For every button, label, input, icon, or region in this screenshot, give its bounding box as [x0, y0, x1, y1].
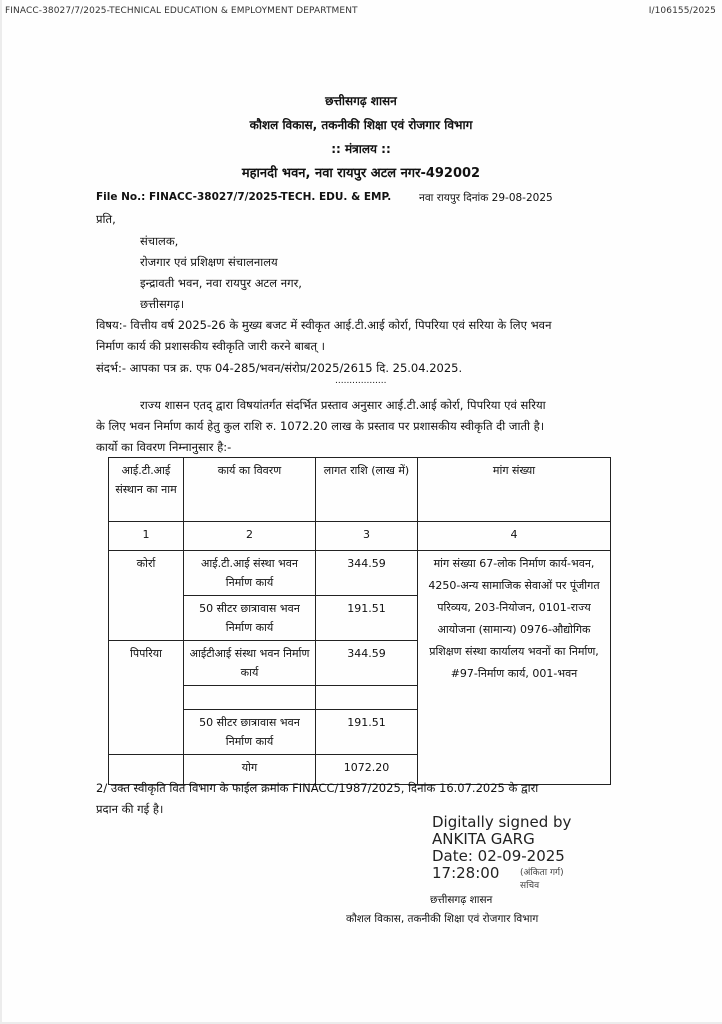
header-document-id: I/106155/2025 — [648, 6, 716, 16]
header-institute: आई.टी.आई संस्थान का नाम — [109, 458, 184, 522]
table-row — [109, 551, 611, 596]
cost-cell — [316, 686, 418, 710]
recipient-line: छत्तीसगढ़। — [140, 297, 185, 311]
letterhead-government: छत्तीसगढ़ शासन — [325, 94, 397, 108]
signatory-department: कौशल विकास, तकनीकी शिक्षा एवं रोजगार विभाग — [346, 913, 539, 925]
header-work: कार्य का विवरण — [184, 458, 316, 522]
column-number-row — [109, 522, 611, 551]
work-cell — [184, 686, 316, 710]
reference-line: संदर्भ:- आपका पत्र क्र. एफ 04-285/भवन/संरोप्र/2025/2615 दि. 25.04.2025. — [96, 361, 463, 375]
header-file-reference: FINACC-38027/7/2025-TECHNICAL EDUCATION & EMPLOYMENT DEPARTMENT — [5, 6, 358, 16]
demand-number-cell: मांग संख्या 67-लोक निर्माण कार्य-भवन, 4250-अन्य सामाजिक सेवाओं पर पूंजीगत परिव्यय, 203-नियोजन, 0101-राज्य आयोजना (सामान्य) 0976-औद्योगिक प्रशिक्षण संस्था कार्यालय भवनों का निर्माण, #97-निर्माण कार्य, 001-भवन — [418, 551, 611, 785]
signatory-name-hindi: (अंकिता गर्ग) — [520, 868, 564, 878]
para2-line: प्रदान की गई है। — [96, 802, 164, 816]
digital-signature-line: Digitally signed by — [432, 813, 572, 831]
digital-signature-date: Date: 02-09-2025 — [432, 847, 565, 865]
header-demand: मांग संख्या — [418, 458, 611, 522]
recipient-line: रोजगार एवं प्रशिक्षण संचालनालय — [140, 255, 278, 269]
digital-signature-name: ANKITA GARG — [432, 830, 535, 848]
work-cell: आईटीआई संस्था भवन निर्माण कार्य — [184, 641, 316, 686]
file-number: File No.: FINACC-38027/7/2025-TECH. EDU. & EMP. — [96, 191, 392, 203]
works-table — [108, 457, 611, 785]
institute-cell: कोर्रा — [109, 551, 184, 641]
para2-line: 2/ उक्त स्वीकृति वित विभाग के फाईल क्रमांक FINACC/1987/2025, दिनांक 16.07.2025 के द्वारा — [96, 781, 539, 795]
signatory-designation: सचिव — [520, 881, 540, 891]
work-cell: 50 सीटर छात्रावास भवन निर्माण कार्य — [184, 710, 316, 755]
work-cell: 50 सीटर छात्रावास भवन निर्माण कार्य — [184, 596, 316, 641]
place-date: नवा रायपुर दिनांक 29-08-2025 — [419, 192, 553, 204]
total-label: योग — [184, 755, 316, 785]
digital-signature-time: 17:28:00 — [432, 864, 500, 882]
column-number: 1 — [109, 522, 184, 551]
total-empty-cell — [109, 755, 184, 785]
subject-line: विषय:- वित्तीय वर्ष 2025-26 के मुख्य बजट में स्वीकृत आई.टी.आई कोर्रा, पिपरिया एवं सरिया के लिए भवन — [96, 318, 552, 332]
separator-dots: .................. — [335, 376, 387, 386]
column-number: 2 — [184, 522, 316, 551]
header-cost: लागत राशि (लाख में) — [316, 458, 418, 522]
cost-cell: 344.59 — [316, 641, 418, 686]
signatory-government: छत्तीसगढ़ शासन — [430, 894, 493, 906]
cost-cell: 191.51 — [316, 710, 418, 755]
recipient-line: इन्द्रावती भवन, नवा रायपुर अटल नगर, — [140, 276, 302, 290]
recipient-line: संचालक, — [140, 234, 179, 248]
institute-cell: पिपरिया — [109, 641, 184, 755]
body-line: कार्यो का विवरण निम्नानुसार है:- — [96, 440, 232, 454]
total-value: 1072.20 — [316, 755, 418, 785]
to-label: प्रति, — [96, 212, 116, 226]
column-number: 3 — [316, 522, 418, 551]
table-header-row — [109, 458, 611, 522]
cost-cell: 344.59 — [316, 551, 418, 596]
letterhead-department: कौशल विकास, तकनीकी शिक्षा एवं रोजगार विभाग — [249, 118, 473, 132]
subject-line: निर्माण कार्य की प्रशासकीय स्वीकृति जारी करने बाबत् । — [96, 339, 326, 353]
work-cell: आई.टी.आई संस्था भवन निर्माण कार्य — [184, 551, 316, 596]
body-line: राज्य शासन एतद् द्वारा विषयांतर्गत संदर्भित प्रस्ताव अनुसार आई.टी.आई कोर्रा, पिपरिया एवं सरिया — [140, 398, 546, 412]
body-line: के लिए भवन निर्माण कार्य हेतु कुल राशि रु. 1072.20 लाख के प्रस्ताव पर प्रशासकीय स्वीकृति दी जाती है। — [96, 419, 545, 433]
letterhead-ministry: :: मंत्रालय :: — [331, 142, 391, 156]
column-number: 4 — [418, 522, 611, 551]
letterhead-address: महानदी भवन, नवा रायपुर अटल नगर-492002 — [241, 166, 481, 181]
cost-cell: 191.51 — [316, 596, 418, 641]
